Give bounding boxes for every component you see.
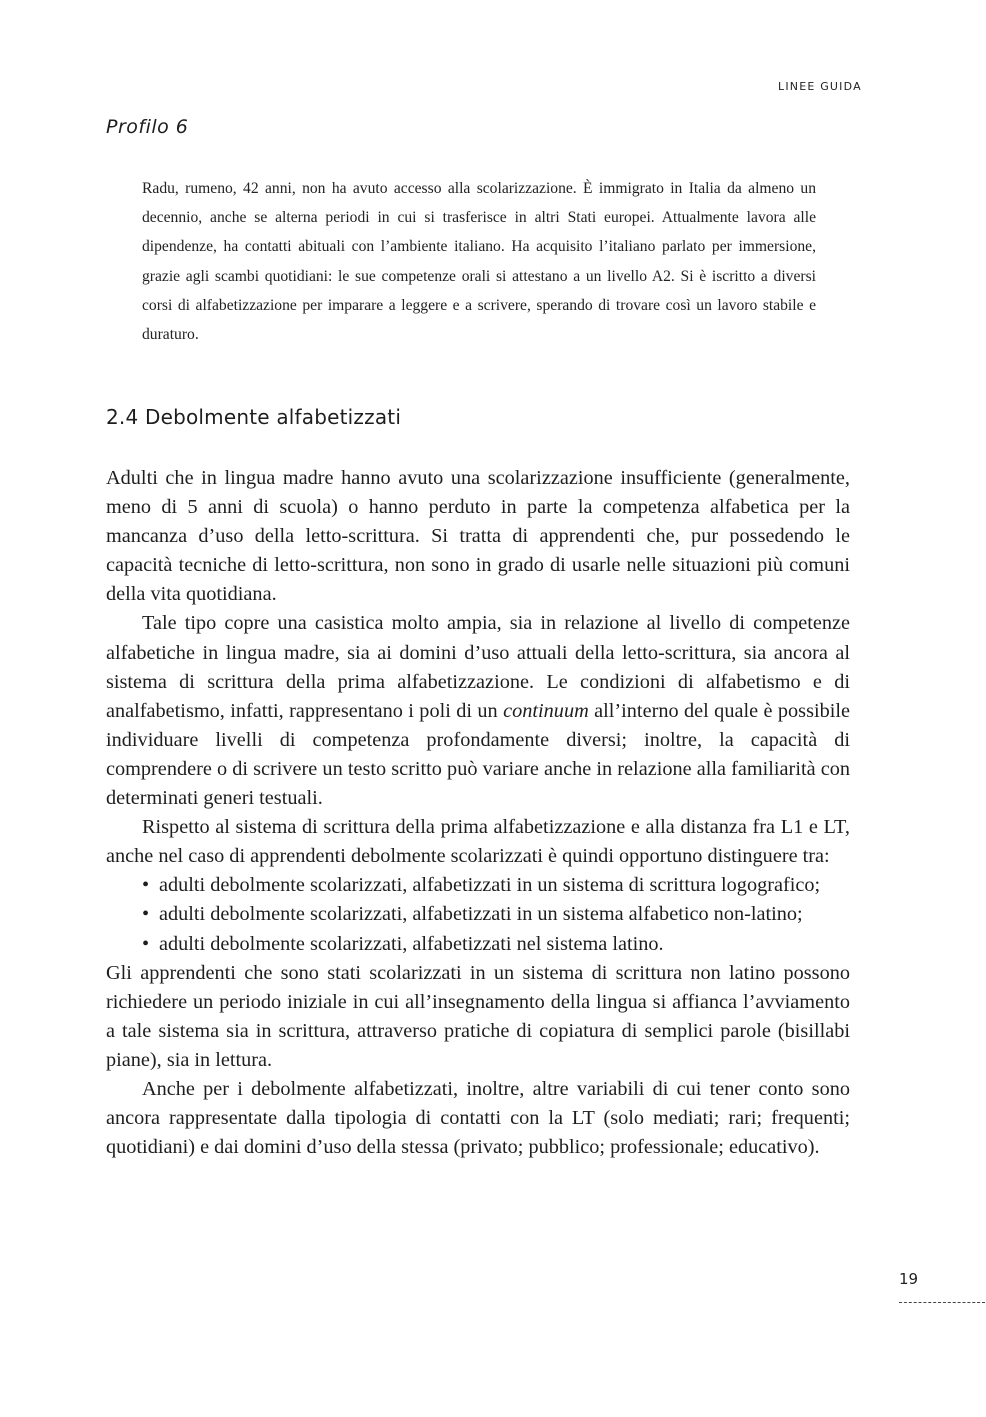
paragraph-2 — [106, 609, 850, 813]
list-item — [142, 900, 850, 929]
section-heading: 2.4 Debolmente alfabetizzati — [106, 405, 402, 429]
list-item-text: adulti debolmente scolarizzati, alfabetizzati nel sistema latino. — [159, 932, 664, 955]
section-body — [106, 464, 850, 1162]
paragraph-5: Anche per i debolmente alfabetizzati, inoltre, altre variabili di cui tener conto sono ancora rappresentate dalla tipologia di contatti con la LT (solo mediati; rari; frequenti; quotidiani) e dai domini d’uso della stessa (privato; pubblico; professionale; educativo). — [106, 1077, 850, 1159]
bullet-icon: • — [142, 932, 150, 955]
paragraph-2-text-start: Tale tipo copre una casistica molto ampia, sia in relazione al livello di competenze alfabetiche in lingua madre, sia ai domini d’uso attuali della letto-scrittura, sia ancora al sistema di scrittura della prima alfabetizzazione. Le condizioni di alfabetismo e di analfabetismo, infatti, rappresentano i poli di un — [106, 612, 850, 722]
profile-title: Profilo 6 — [106, 116, 189, 138]
paragraph-4: Gli apprendenti che sono stati scolarizzati in un sistema di scrittura non latino possono richiedere un periodo iniziale in cui all’insegnamento della lingua si affianca l’avviamento a tale sistema sia in scrittura, attraverso pratiche di copiatura di semplici parole (bisillabi piane), sia in lettura. — [106, 961, 850, 1071]
paragraph-1: Adulti che in lingua madre hanno avuto una scolarizzazione insufficiente (generalmente, meno di 5 anni di scuola) o hanno perduto in parte la competenza alfabetica per la mancanza d’uso della letto-scrittura. Si tratta di apprendenti che, pur possedendo le capacità tecniche di letto-scrittura, non sono in grado di usarle nelle situazioni più comuni della vita quotidiana. — [106, 467, 850, 606]
paragraph-2-italic-term: continuum — [503, 699, 589, 722]
list-item — [142, 871, 850, 900]
paragraph-3: Rispetto al sistema di scrittura della prima alfabetizzazione e alla distanza fra L1 e LT, anche nel caso di apprendenti debolmente scolarizzati è quindi opportuno distinguere tra: — [106, 816, 850, 868]
page-number-rule — [899, 1302, 985, 1303]
running-head: LINEE GUIDA — [778, 80, 862, 93]
type-list — [106, 871, 850, 958]
paragraph-2-text-end: all’interno del quale è possibile individuare livelli di competenza profondamente diversi; inoltre, la capacità di comprendere o di scrivere un testo scritto può variare anche in relazione alla familiarità con determinati generi testuali. — [106, 699, 851, 810]
bullet-icon: • — [142, 874, 150, 897]
bullet-icon: • — [142, 903, 150, 926]
list-item — [142, 930, 850, 959]
page-number: 19 — [899, 1270, 919, 1288]
list-item-text: adulti debolmente scolarizzati, alfabetizzati in un sistema di scrittura logografico; — [159, 874, 821, 897]
profile-description: Radu, rumeno, 42 anni, non ha avuto accesso alla scolarizzazione. È immigrato in Italia da almeno un decennio, anche se alterna periodi in cui si trasferisce in altri Stati europei. Attualmente lavora alle dipendenze, ha contatti abituali con l’ambiente italiano. Ha acquisito l’italiano parlato per immersione, grazie agli scambi quotidiani: le sue competenze orali si attestano a un livello A2. Si è iscritto a diversi corsi di alfabetizzazione per imparare a leggere e a scrivere, sperando di trovare così un lavoro stabile e duraturo. — [142, 180, 816, 344]
list-item-text: adulti debolmente scolarizzati, alfabetizzati in un sistema alfabetico non-latino; — [159, 903, 803, 926]
